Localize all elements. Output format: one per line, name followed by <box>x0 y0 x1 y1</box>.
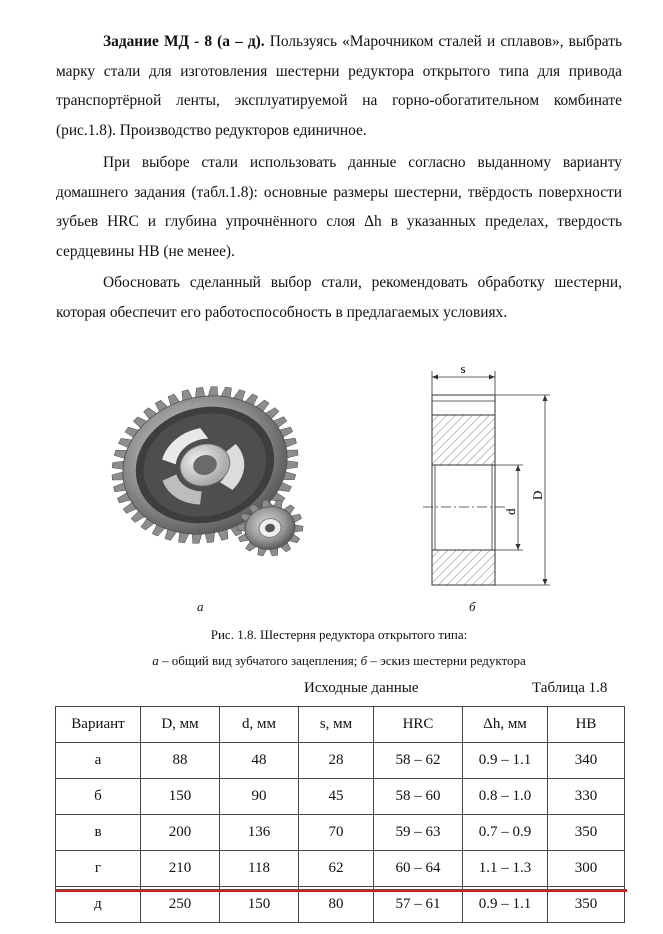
cell: 88 <box>141 743 220 779</box>
header-s: s, мм <box>299 707 374 743</box>
justification-paragraph: Обосновать сделанный выбор стали, рекомендовать обработку шестерни, которая обеспечит его работоспособность в предлагаемых условиях. <box>56 274 622 321</box>
cell: 150 <box>141 779 220 815</box>
cell: 150 <box>220 887 299 923</box>
cell: 350 <box>548 887 625 923</box>
cell: 0.9 – 1.1 <box>463 743 548 779</box>
cell: 58 – 62 <box>374 743 463 779</box>
header-hrc: HRC <box>374 707 463 743</box>
table-row <box>56 815 625 851</box>
header-variant: Вариант <box>56 707 141 743</box>
cell: 1.1 – 1.3 <box>463 851 548 887</box>
caption-b-text: – эскиз шестерни редуктора <box>367 653 526 668</box>
header-d: d, мм <box>220 707 299 743</box>
cell: г <box>56 851 141 887</box>
caption-a-text: – общий вид зубчатого зацепления; <box>158 653 361 668</box>
cell: 350 <box>548 815 625 851</box>
figure-a-label: а <box>197 599 204 614</box>
table-title: Исходные данные <box>304 680 419 696</box>
cell: 70 <box>299 815 374 851</box>
table-row <box>56 779 625 815</box>
cell: 250 <box>141 887 220 923</box>
gear-illustration <box>95 360 315 585</box>
task-paragraph <box>56 27 622 145</box>
figure-caption-legend <box>56 651 622 671</box>
cell: 330 <box>548 779 625 815</box>
table-row <box>56 743 625 779</box>
cell: 62 <box>299 851 374 887</box>
cell: 60 – 64 <box>374 851 463 887</box>
figure-caption-title: Рис. 1.8. Шестерня редуктора открытого типа: <box>210 627 468 642</box>
cell: 340 <box>548 743 625 779</box>
cell: 45 <box>299 779 374 815</box>
cell: 48 <box>220 743 299 779</box>
cell: 80 <box>299 887 374 923</box>
table-header-row <box>56 707 625 743</box>
dim-D-label: D <box>530 490 545 500</box>
selection-paragraph: При выборе стали использовать данные согласно выданному варианту домашнего задания (табл.1.8): основные размеры шестерни, твёрдость поверхности зубьев HRC и глубина упрочнённого слоя Δh в указанных пределах, твердость сердцевины НВ (не менее). <box>56 154 622 260</box>
cell: 57 – 61 <box>374 887 463 923</box>
figure-b-label: б <box>469 599 476 614</box>
cell: 0.9 – 1.1 <box>463 887 548 923</box>
cell: д <box>56 887 141 923</box>
cell: 136 <box>220 815 299 851</box>
cell: 0.7 – 0.9 <box>463 815 548 851</box>
gear-sketch <box>405 355 565 595</box>
caption-a-letter: а <box>152 653 159 668</box>
cell: 200 <box>141 815 220 851</box>
cell: 118 <box>220 851 299 887</box>
caption-b-letter: б <box>360 653 368 668</box>
red-underline <box>55 889 627 892</box>
cell: б <box>56 779 141 815</box>
cell: 0.8 – 1.0 <box>463 779 548 815</box>
cell: 58 – 60 <box>374 779 463 815</box>
cell: 59 – 63 <box>374 815 463 851</box>
header-dh: Δh, мм <box>463 707 548 743</box>
dim-s-label: s <box>460 361 466 376</box>
task-title: Задание МД - 8 (а – д). <box>103 33 265 50</box>
header-hb: НВ <box>548 707 625 743</box>
cell: 210 <box>141 851 220 887</box>
cell: в <box>56 815 141 851</box>
dim-d-label: d <box>503 508 518 515</box>
task-text: Пользуясь «Марочником сталей и сплавов», выбрать марку стали для изготовления шестерни редуктора открытого типа для привода транспортёрной ленты, эксплуатируемой на горно-обогатительном комбинате (рис.1.8). Производство редукторов единичное. <box>56 33 622 139</box>
cell: 28 <box>299 743 374 779</box>
cell: а <box>56 743 141 779</box>
cell: 300 <box>548 851 625 887</box>
header-D: D, мм <box>141 707 220 743</box>
cell: 90 <box>220 779 299 815</box>
table-row <box>56 851 625 887</box>
table-number: Таблица 1.8 <box>532 680 608 696</box>
